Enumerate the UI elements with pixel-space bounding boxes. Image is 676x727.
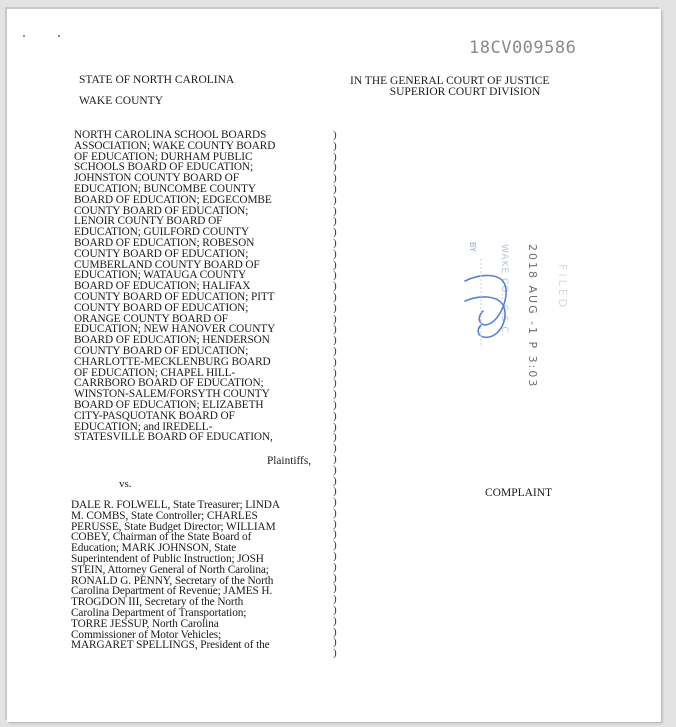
defendant-line: MARGARET SPELLINGS, President of the	[71, 639, 270, 652]
brace-mark: )	[333, 301, 337, 314]
plaintiff-line: ORANGE COUNTY BOARD OF	[74, 312, 228, 325]
defendant-line: TORRE JESSUP, North Carolina	[71, 617, 219, 630]
brace-mark: )	[333, 463, 337, 476]
brace-mark: )	[333, 334, 337, 347]
plaintiff-line: EDUCATION; BUNCOMBE COUNTY	[74, 182, 256, 195]
brace-mark: )	[333, 247, 337, 260]
defendant-line: Commissioner of Motor Vehicles;	[71, 628, 222, 641]
plaintiff-line: EDUCATION; NEW HANOVER COUNTY	[74, 323, 276, 336]
brace-mark: )	[333, 139, 337, 152]
brace-mark: )	[333, 215, 337, 228]
plaintiffs-label: Plaintiffs,	[267, 455, 312, 467]
brace-mark: )	[333, 593, 337, 606]
brace-mark: )	[333, 290, 337, 303]
caption-brace-column	[333, 130, 343, 659]
brace-mark: )	[333, 647, 337, 660]
brace-mark: )	[333, 431, 337, 444]
defendant-line: M. COMBS, State Controller; CHARLES	[71, 509, 258, 522]
plaintiff-line: SCHOOLS BOARD OF EDUCATION;	[74, 161, 254, 174]
plaintiff-line: OF EDUCATION; DURHAM PUBLIC	[74, 150, 253, 163]
brace-mark: )	[333, 604, 337, 617]
plaintiff-line: COUNTY BOARD OF EDUCATION; PITT	[74, 290, 275, 303]
stamp-filed-label: FILED	[556, 264, 569, 311]
brace-mark: )	[333, 226, 337, 239]
brace-mark: )	[333, 161, 337, 174]
brace-mark: )	[333, 636, 337, 649]
brace-mark: )	[333, 452, 337, 465]
brace-mark: )	[333, 442, 337, 455]
county-label: WAKE COUNTY	[79, 95, 164, 107]
court-name: IN THE GENERAL COURT OF JUSTICE	[350, 75, 550, 87]
brace-mark: )	[333, 269, 337, 282]
brace-mark: )	[333, 355, 337, 368]
plaintiff-line: BOARD OF EDUCATION; ROBESON	[74, 236, 255, 249]
defendant-line: RONALD G. PENNY, Secretary of the North	[71, 574, 274, 587]
plaintiff-line: CITY-PASQUOTANK BOARD OF	[74, 409, 235, 422]
plaintiff-line: LENOIR COUNTY BOARD OF	[74, 215, 223, 228]
brace-mark: )	[333, 528, 337, 541]
brace-mark: )	[333, 517, 337, 530]
defendant-line: PERUSSE, State Budget Director; WILLIAM	[71, 520, 276, 533]
defendant-line: COBEY, Chairman of the State Board of	[71, 531, 252, 544]
document-type-label: COMPLAINT	[485, 487, 553, 499]
brace-mark: )	[333, 485, 337, 498]
stamp-filed-date: 2018 AUG -1 P 3:03	[526, 244, 539, 389]
brace-mark: )	[333, 398, 337, 411]
document-page	[7, 9, 661, 722]
state-label: STATE OF NORTH CAROLINA	[79, 74, 235, 86]
brace-mark: )	[333, 129, 337, 141]
signature-icon	[461, 239, 521, 349]
stamp-by-text: BY	[468, 242, 477, 252]
brace-mark: )	[333, 539, 337, 552]
brace-mark: )	[333, 474, 337, 487]
brace-mark: )	[333, 312, 337, 325]
brace-mark: )	[333, 506, 337, 519]
plaintiff-line: COUNTY BOARD OF EDUCATION;	[74, 247, 249, 260]
brace-mark: )	[333, 560, 337, 573]
plaintiff-line: EDUCATION; and IREDELL-	[74, 420, 213, 433]
court-division: SUPERIOR COURT DIVISION	[389, 86, 541, 98]
plaintiff-line: BOARD OF EDUCATION; HALIFAX	[74, 280, 251, 293]
defendant-line: DALE R. FOLWELL, State Treasurer; LINDA	[71, 499, 280, 511]
plaintiff-line: COUNTY BOARD OF EDUCATION;	[74, 301, 249, 314]
defendants-list	[71, 500, 326, 651]
plaintiffs-list	[74, 130, 329, 443]
defendant-line: STEIN, Attorney General of North Carolina;	[71, 563, 269, 576]
plaintiff-line: BOARD OF EDUCATION; ELIZABETH	[74, 398, 264, 411]
brace-mark: )	[333, 182, 337, 195]
brace-mark: )	[333, 614, 337, 627]
plaintiff-line: CARRBORO BOARD OF EDUCATION;	[74, 377, 264, 390]
caption-court	[350, 76, 580, 98]
filing-stamp	[459, 234, 569, 389]
caption-venue	[79, 74, 234, 107]
case-number-stamp: 18CV009586	[469, 38, 577, 58]
brace-mark: )	[333, 323, 337, 336]
plaintiff-line: CUMBERLAND COUNTY BOARD OF	[74, 258, 260, 271]
plaintiff-line: ASSOCIATION; WAKE COUNTY BOARD	[74, 139, 276, 152]
stamp-county-text: WAKE CO., C.S.C.	[499, 244, 509, 338]
plaintiff-line: EDUCATION; WATAUGA COUNTY	[74, 269, 247, 282]
scan-speck	[58, 35, 60, 37]
plaintiff-line: JOHNSTON COUNTY BOARD OF	[74, 172, 239, 185]
plaintiff-line: BOARD OF EDUCATION; EDGECOMBE	[74, 193, 272, 206]
brace-mark: )	[333, 280, 337, 293]
defendant-line: Carolina Department of Revenue; JAMES H.	[71, 585, 273, 598]
brace-mark: )	[333, 258, 337, 271]
brace-mark: )	[333, 409, 337, 422]
brace-mark: )	[333, 204, 337, 217]
brace-mark: )	[333, 571, 337, 584]
plaintiff-line: BOARD OF EDUCATION; HENDERSON	[74, 334, 270, 347]
brace-mark: )	[333, 366, 337, 379]
brace-mark: )	[333, 344, 337, 357]
versus-label: vs.	[119, 478, 132, 490]
defendant-line: Carolina Department of Transportation;	[71, 606, 247, 619]
brace-mark: )	[333, 582, 337, 595]
brace-mark: )	[333, 193, 337, 206]
plaintiff-line: COUNTY BOARD OF EDUCATION;	[74, 344, 249, 357]
plaintiff-line: STATESVILLE BOARD OF EDUCATION,	[74, 431, 273, 444]
plaintiff-line: COUNTY BOARD OF EDUCATION;	[74, 204, 249, 217]
plaintiff-line: EDUCATION; GUILFORD COUNTY	[74, 226, 250, 239]
defendant-line: Superintendent of Public Instruction; JOSH	[71, 552, 264, 565]
brace-mark: )	[333, 236, 337, 249]
defendant-line: TROGDON III, Secretary of the North	[71, 596, 244, 609]
brace-mark: )	[333, 377, 337, 390]
brace-mark: )	[333, 420, 337, 433]
brace-mark: )	[333, 388, 337, 401]
brace-mark: )	[333, 550, 337, 563]
brace-mark: )	[333, 172, 337, 185]
plaintiff-line: OF EDUCATION; CHAPEL HILL-	[74, 366, 236, 379]
defendant-line: Education; MARK JOHNSON, State	[71, 542, 237, 555]
plaintiff-line: NORTH CAROLINA SCHOOL BOARDS	[74, 129, 267, 141]
brace-mark: )	[333, 150, 337, 163]
brace-mark: )	[333, 625, 337, 638]
brace-mark: )	[333, 496, 337, 509]
plaintiff-line: CHARLOTTE-MECKLENBURG BOARD	[74, 355, 271, 368]
plaintiff-line: WINSTON-SALEM/FORSYTH COUNTY	[74, 388, 270, 401]
scan-speck	[23, 35, 25, 37]
